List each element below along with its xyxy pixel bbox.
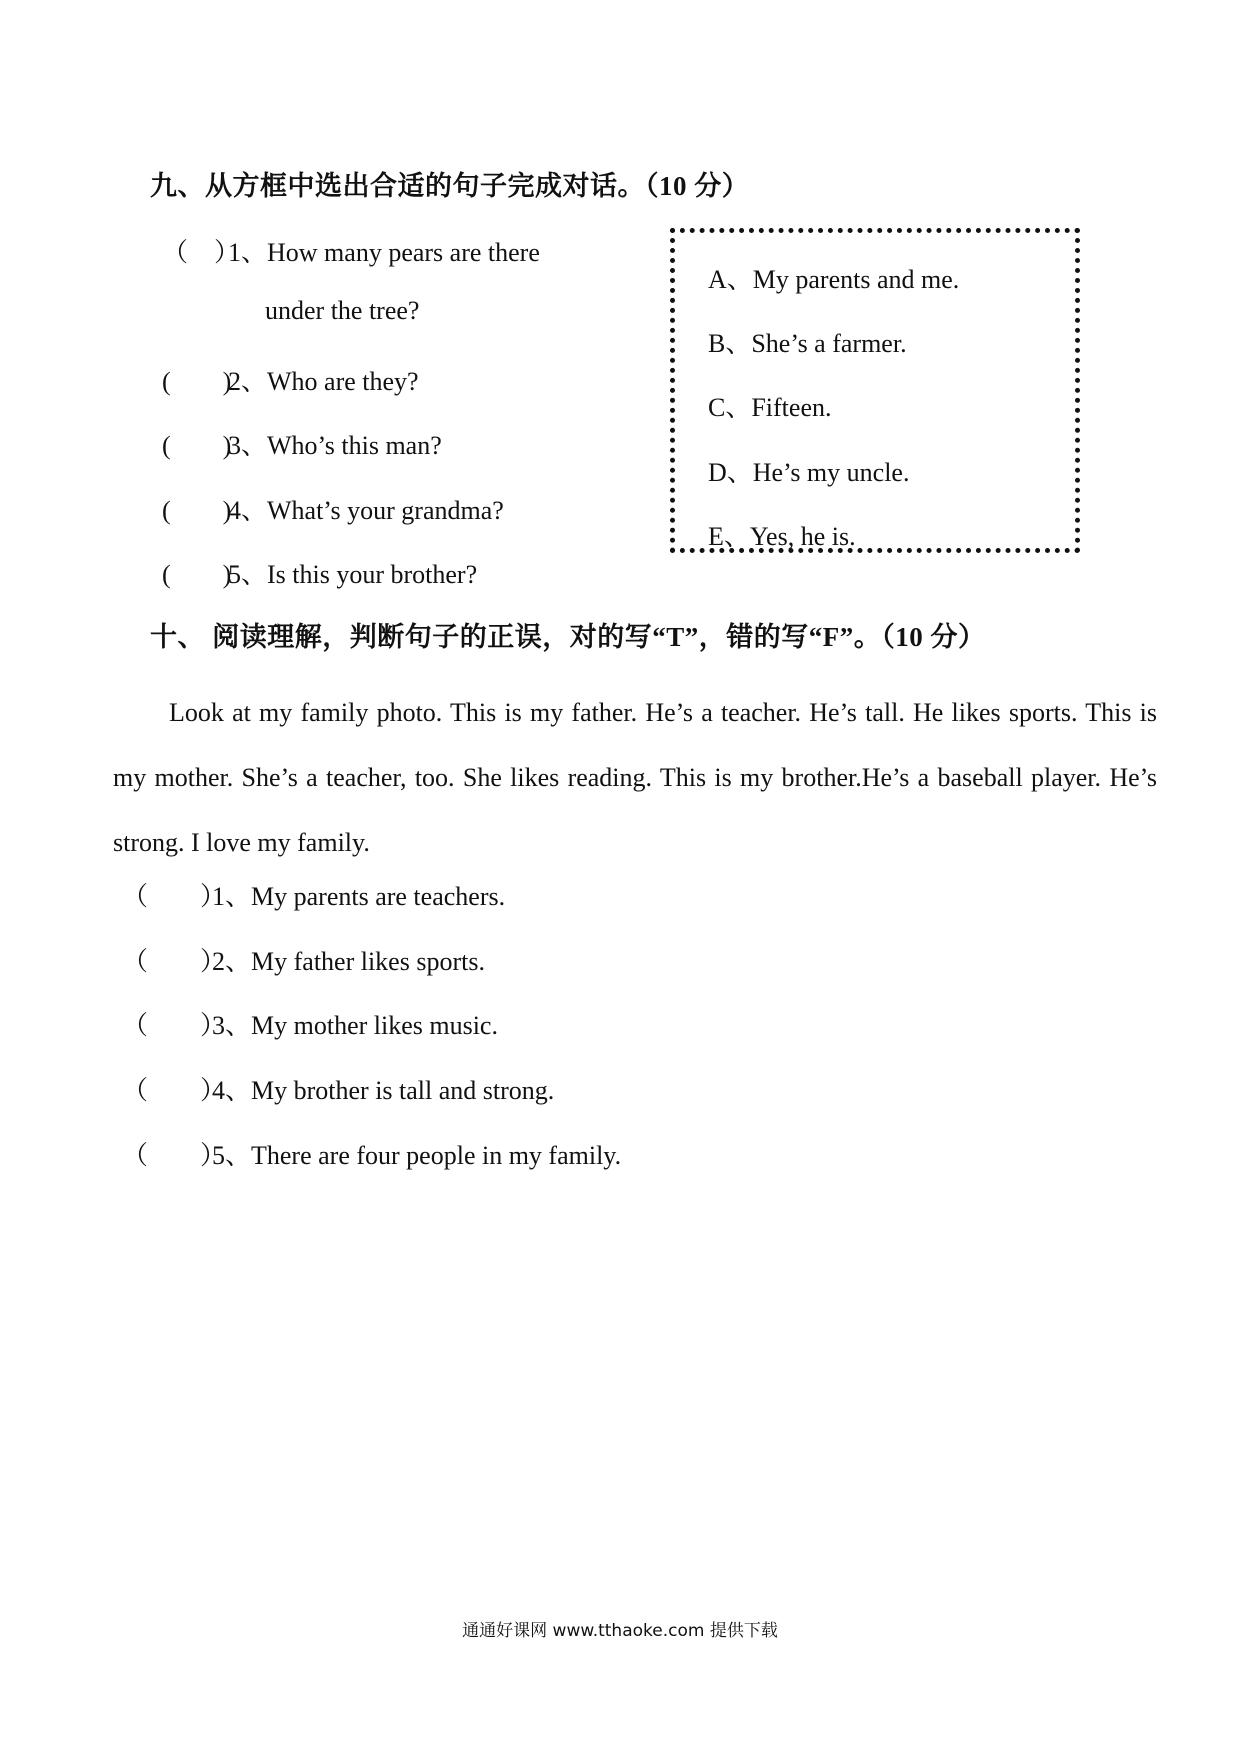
s9-question-4 — [162, 490, 504, 527]
s9-question-5 — [162, 554, 477, 591]
question-text: 5、There are four people in my family. — [212, 1141, 622, 1170]
answer-blank[interactable]: （ ） — [122, 1076, 227, 1105]
footer-credit: 通通好课网 www.tthaoke.com 提供下载 — [462, 1621, 778, 1641]
section-10-title: 十、 阅读理解，判断句子的正误，对的写“T”，错的写“F”。（10 分） — [150, 622, 986, 652]
question-text: 1、How many pears are there — [228, 238, 540, 267]
answer-blank[interactable]: ( ) — [162, 367, 232, 396]
option-d: D、He’s my uncle. — [708, 458, 910, 487]
question-text: 2、Who are they? — [228, 367, 419, 396]
section-9-title: 九、从方框中选出合适的句子完成对话。（10 分） — [150, 171, 750, 201]
answer-blank[interactable]: （ ） — [122, 947, 227, 976]
s10-question-1 — [122, 876, 505, 913]
answer-blank[interactable]: （ ） — [122, 882, 227, 911]
question-text: 4、My brother is tall and strong. — [212, 1076, 555, 1105]
question-text: 1、My parents are teachers. — [212, 882, 506, 911]
answer-blank[interactable]: （ ） — [122, 1141, 227, 1170]
question-text: 4、What’s your grandma? — [228, 496, 504, 525]
s9-question-3 — [162, 425, 442, 462]
answer-blank[interactable]: ( ) — [162, 431, 232, 460]
answer-blank[interactable]: ( ) — [162, 560, 232, 589]
question-text: 2、My father likes sports. — [212, 947, 485, 976]
question-text: 3、Who’s this man? — [228, 431, 442, 460]
answer-blank[interactable]: （ ） — [122, 1011, 227, 1040]
s9-question-1 — [162, 232, 540, 269]
question-text: 5、Is this your brother? — [228, 560, 478, 589]
s10-question-3 — [122, 1005, 498, 1042]
answer-blank[interactable]: ( ) — [162, 496, 232, 525]
option-e: E、Yes, he is. — [708, 522, 856, 551]
s9-question-1-cont: under the tree? — [265, 296, 420, 325]
option-b: B、She’s a farmer. — [708, 329, 907, 358]
option-c: C、Fifteen. — [708, 393, 832, 422]
s10-question-5 — [122, 1135, 621, 1172]
s9-question-2 — [162, 361, 419, 398]
answer-blank[interactable]: （ ） — [162, 238, 241, 267]
reading-passage: Look at my family photo. This is my father. He’s a teacher. He’s tall. He likes sports. This is my mother. She’s a teacher, too. She likes reading. This is my brother.He’s a baseball player. He’s strong. I love my family. — [113, 698, 1157, 857]
option-a: A、My parents and me. — [708, 265, 960, 294]
question-text: 3、My mother likes music. — [212, 1011, 498, 1040]
s10-question-4 — [122, 1070, 554, 1107]
s10-question-2 — [122, 941, 485, 978]
options-box — [670, 228, 1080, 553]
